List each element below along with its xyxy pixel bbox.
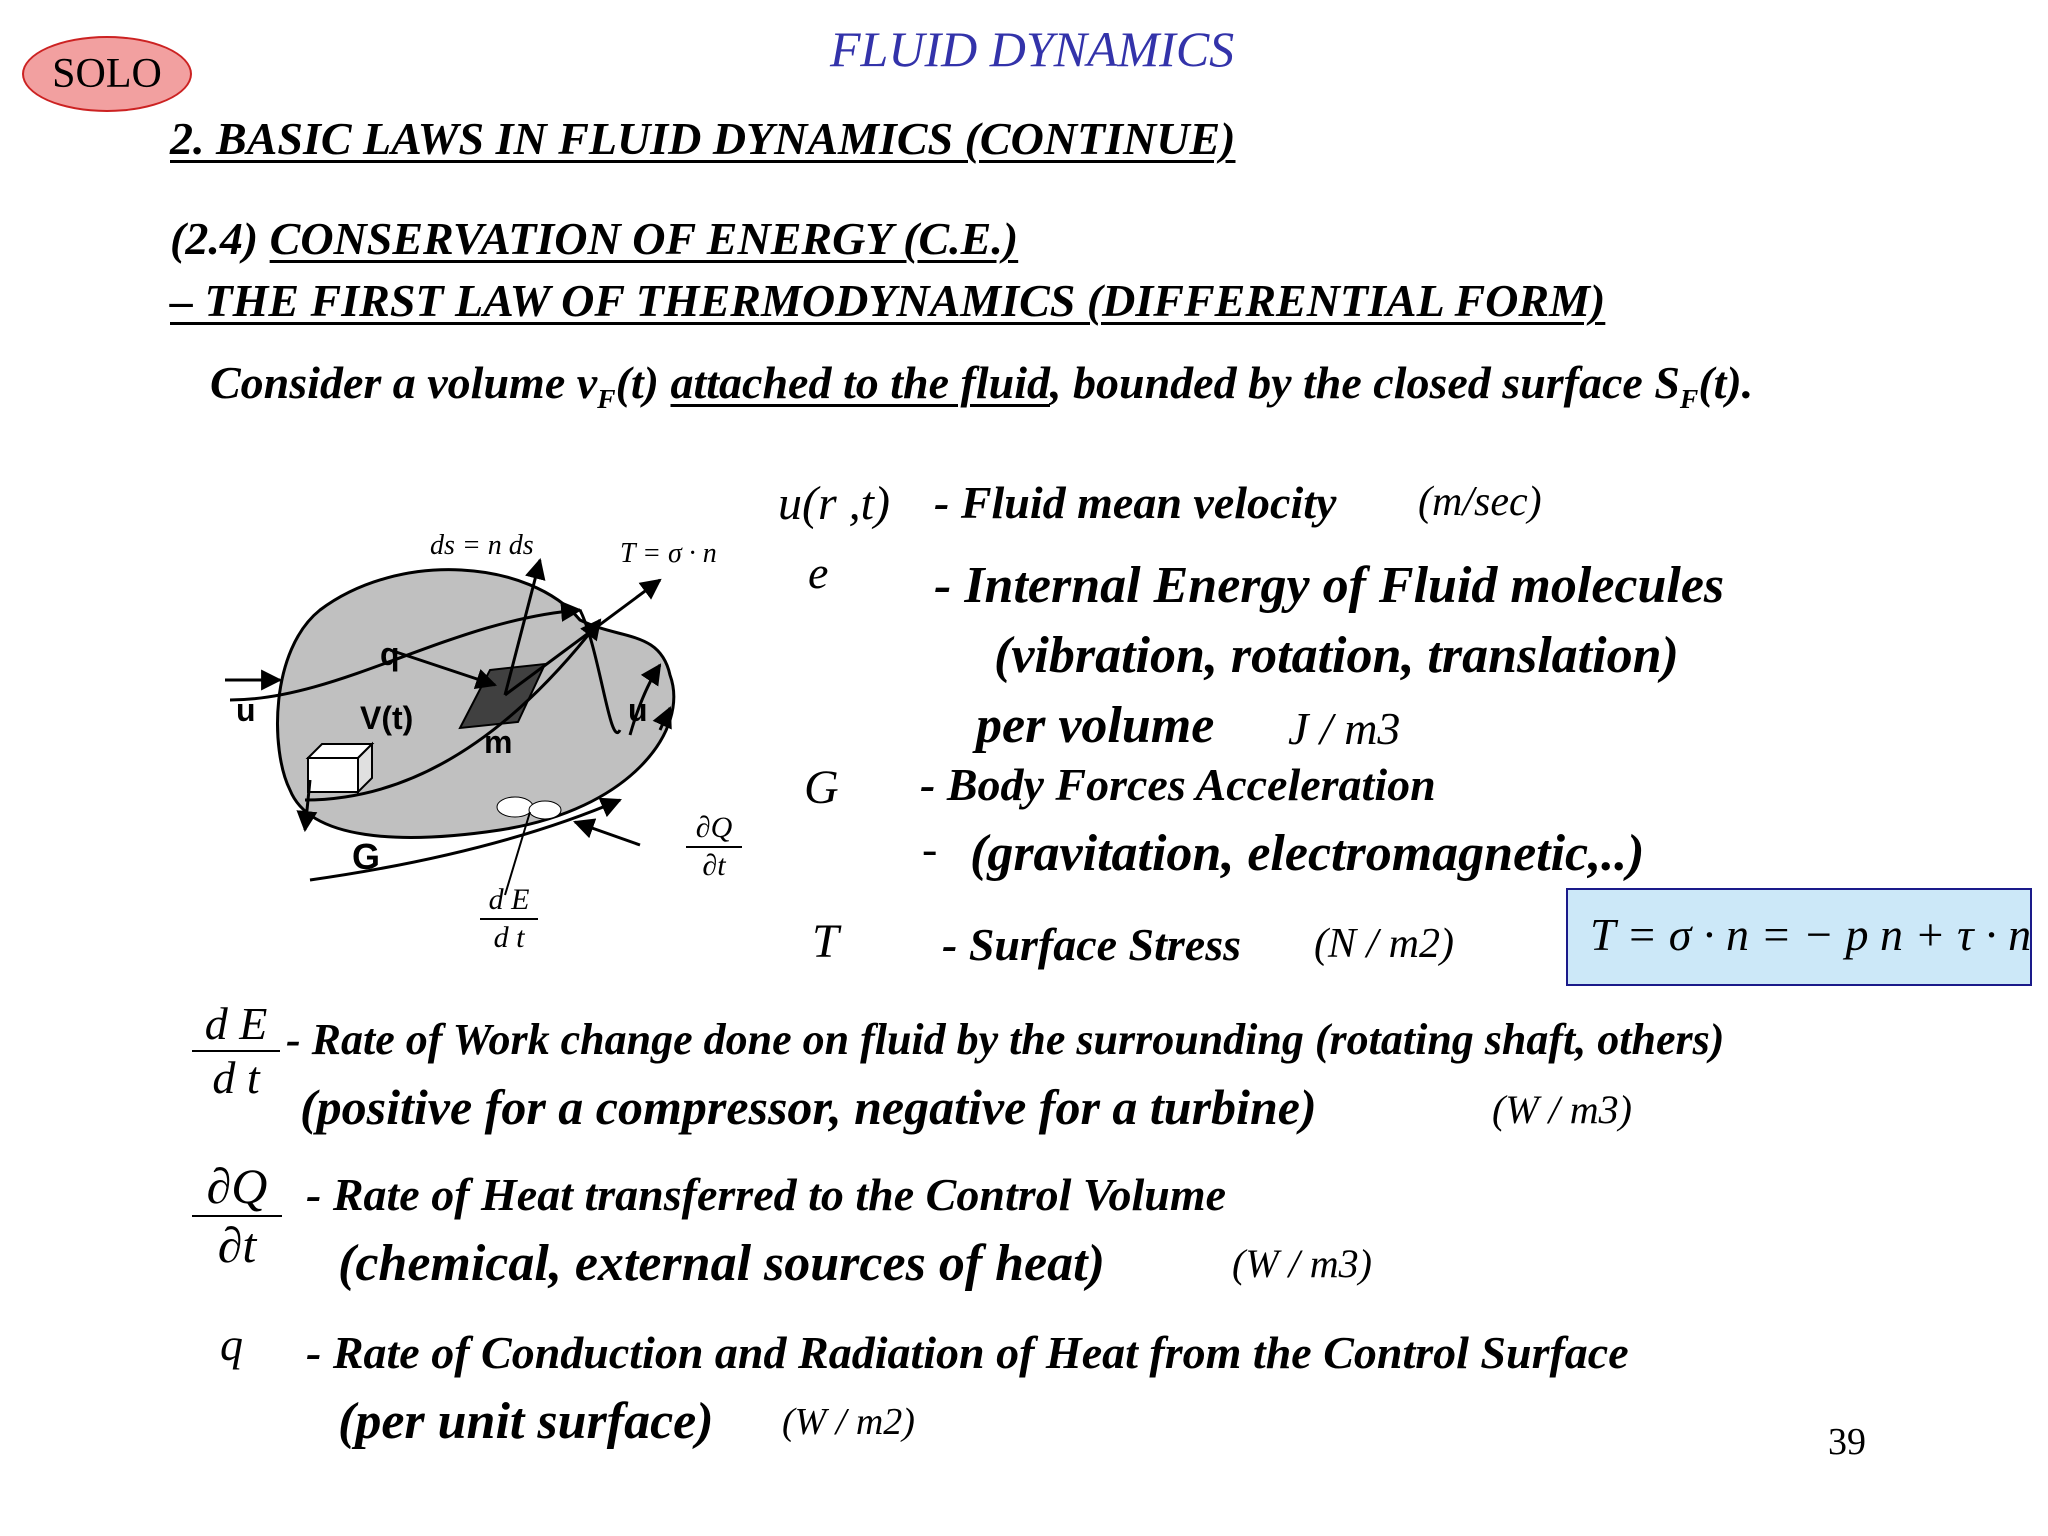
intro-text-2: (t) [615,357,671,408]
g-description-2: (gravitation, electromagnetic,..) [970,825,1645,882]
rate-de-description-1: - Rate of Work change done on fluid by the surrounding (rotating shaft, others) [286,1015,1725,1064]
diagram-dq-num: ∂Q [695,811,733,844]
e-description-1: - Internal Energy of Fluid molecules [934,557,1725,614]
e-symbol: e [808,547,829,598]
author-badge [22,36,192,112]
sub-heading-2: – THE FIRST LAW OF THERMODYNAMICS (DIFFERENTIAL FORM) [170,275,1606,326]
q-description-2: (per unit surface) [338,1393,714,1450]
stress-formula: T = σ · n = − p n + τ · n [1590,909,2032,960]
diagram-de-bar [480,918,538,920]
diagram-g-label: G [352,836,381,877]
diagram-dq-den: ∂t [702,848,726,882]
rate-dq-description-1: - Rate of Heat transferred to the Control Volume [306,1169,1227,1220]
q-symbol: q [220,1319,243,1370]
intro-sub-f-2: F [1679,383,1699,415]
rate-de-unit: (W / m3) [1492,1087,1632,1132]
rate-de-dt [192,1000,280,1103]
rate-dq-unit: (W / m3) [1232,1241,1372,1286]
diagram-vt-label: V(t) [360,700,414,736]
intro-sentence [210,356,1753,415]
section-heading: 2. BASIC LAWS IN FLUID DYNAMICS (CONTINUE) [170,113,1236,164]
diagram-t-label: T = σ · n [620,538,717,569]
sub-heading-prefix: (2.4) [170,213,270,264]
shaft-propeller-2 [529,801,561,819]
slide-title: FLUID DYNAMICS [830,21,1235,77]
q-description-1: - Rate of Conduction and Radiation of Heat from the Control Surface [306,1327,1629,1378]
rate-dq-den: ∂t [217,1216,257,1273]
q-unit: (W / m2) [782,1401,915,1443]
g-symbol: G [804,761,839,814]
sub-heading [170,212,1018,265]
rate-dq-dt [192,1160,282,1271]
stress-formula-box [1566,888,2032,986]
diagram-de-den: d t [493,920,525,954]
rate-de-description-2: (positive for a compressor, negative for a turbine) [300,1079,1317,1135]
diagram-q-label: q [380,636,400,672]
g-description-2-dash: - [922,823,938,874]
mass-element [308,758,358,792]
diagram-dq-bar [686,846,742,848]
diagram-ds-label: ds = n ds [430,530,534,561]
t-description: - Surface Stress [942,919,1242,970]
e-description-3: per volume [976,697,1215,754]
u-unit: (m/sec) [1418,479,1542,525]
sub-heading-title: CONSERVATION OF ENERGY (C.E.) [269,213,1019,264]
e-description-2: (vibration, rotation, translation) [994,627,1679,684]
diagram-u-label-left: u [236,692,256,728]
diagram-de-num: d E [488,883,530,916]
intro-text-4: (t). [1698,357,1754,408]
g-description-1: - Body Forces Acceleration [920,759,1436,810]
intro-underlined: attached to the fluid [670,357,1050,408]
intro-text-3: , bounded by the closed surface S [1050,357,1680,408]
diagram-de-dt [480,884,538,953]
u-symbol: u(r ,t) [778,477,890,530]
rate-de-num: d E [204,998,268,1049]
heat-arrow [575,822,640,845]
rate-dq-num: ∂Q [206,1158,268,1214]
diagram-u-label-right: u [628,692,648,728]
author-badge-label: SOLO [52,51,162,97]
rate-de-den: d t [212,1052,260,1104]
diagram-m-label: m [484,724,513,760]
intro-text-1: Consider a volume v [210,357,598,408]
page-number: 39 [1828,1421,1866,1463]
intro-sub-f: F [597,383,616,415]
t-unit: (N / m2) [1314,921,1454,967]
e-unit: J / m3 [1288,703,1401,754]
diagram-dq-dt [686,812,742,881]
shaft-propeller [497,797,533,817]
u-description: - Fluid mean velocity [934,477,1337,528]
t-symbol: T [812,915,839,968]
rate-dq-description-2: (chemical, external sources of heat) [338,1235,1105,1292]
